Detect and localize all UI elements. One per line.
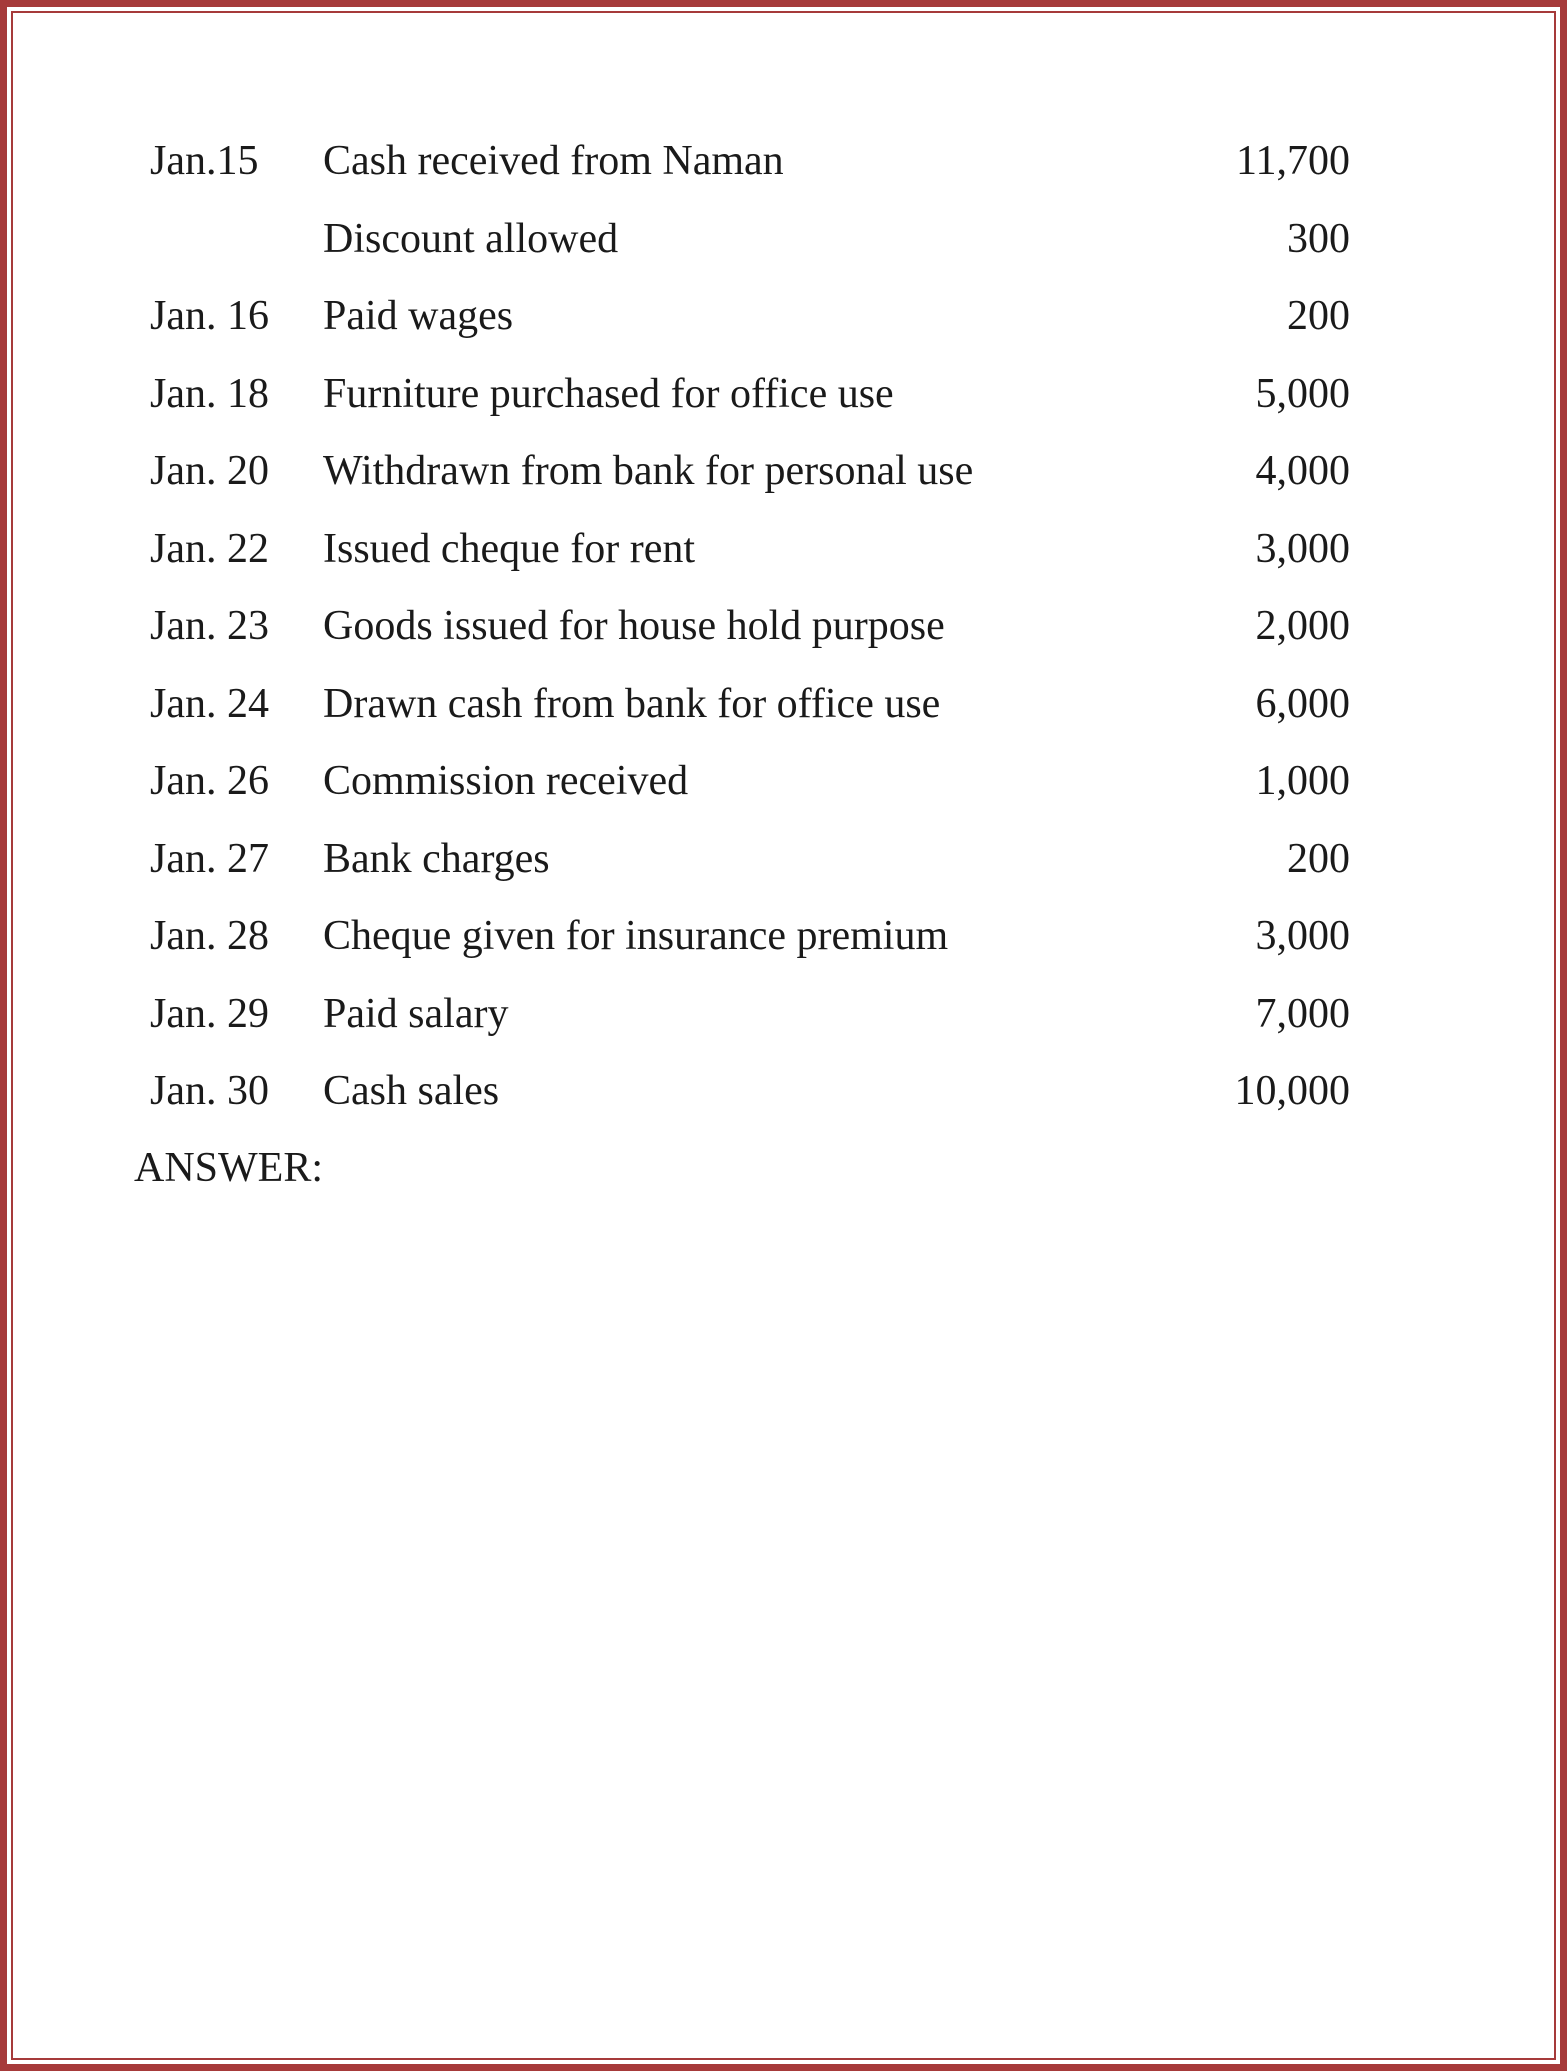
transaction-row (0, 438, 1567, 516)
transaction-description: Withdrawn from bank for personal use (323, 448, 974, 494)
transaction-amount: 3,000 (1255, 913, 1350, 959)
transaction-description: Furniture purchased for office use (323, 370, 894, 417)
transaction-amount: 5,000 (1255, 370, 1350, 417)
transaction-amount: 3,000 (1255, 525, 1350, 572)
transaction-row (0, 516, 1567, 594)
transaction-row (0, 361, 1567, 439)
transaction-description: Commission received (323, 758, 689, 804)
transaction-row (0, 748, 1567, 826)
transaction-row (0, 903, 1567, 981)
transaction-list (0, 128, 1567, 1136)
transaction-row (0, 593, 1567, 671)
transaction-date: Jan. 16 (150, 293, 269, 339)
transaction-date: Jan. 29 (150, 990, 269, 1037)
transaction-row (0, 826, 1567, 904)
transaction-description: Goods issued for house hold purpose (323, 603, 945, 649)
transaction-date: Jan. 20 (150, 448, 269, 494)
transaction-row (0, 128, 1567, 206)
transaction-date: Jan. 22 (150, 525, 269, 572)
transaction-description: Paid wages (323, 293, 514, 339)
transaction-description: Paid salary (323, 990, 509, 1037)
transaction-row (0, 283, 1567, 361)
transaction-description: Cash sales (323, 1068, 500, 1114)
transaction-date: Jan. 30 (150, 1068, 269, 1114)
transaction-amount: 2,000 (1255, 603, 1350, 649)
transaction-description: Cash received from Naman (323, 138, 784, 184)
answer-label: ANSWER: (134, 1145, 323, 1191)
transaction-amount: 11,700 (1236, 138, 1350, 184)
transaction-date: Jan. 24 (150, 680, 269, 727)
transaction-row (0, 671, 1567, 749)
transaction-description: Drawn cash from bank for office use (323, 680, 941, 727)
transaction-description: Cheque given for insurance premium (323, 913, 949, 959)
transaction-row (0, 1058, 1567, 1136)
transaction-amount: 1,000 (1255, 758, 1350, 804)
transaction-date: Jan. 28 (150, 913, 269, 959)
transaction-date: Jan. 26 (150, 758, 269, 804)
transaction-date: Jan.15 (150, 138, 259, 184)
transaction-description: Issued cheque for rent (323, 525, 696, 572)
transaction-date: Jan. 23 (150, 603, 269, 649)
transaction-description: Bank charges (323, 835, 550, 882)
transaction-amount: 200 (1287, 835, 1350, 882)
transaction-date: Jan. 18 (150, 370, 269, 417)
transaction-amount: 7,000 (1255, 990, 1350, 1037)
transaction-amount: 10,000 (1234, 1068, 1350, 1114)
transaction-amount: 200 (1287, 293, 1350, 339)
transaction-row (0, 981, 1567, 1059)
transaction-row (0, 206, 1567, 284)
transaction-amount: 4,000 (1255, 448, 1350, 494)
transaction-amount: 6,000 (1255, 680, 1350, 727)
transaction-amount: 300 (1287, 215, 1350, 262)
transaction-date: Jan. 27 (150, 835, 269, 882)
transaction-description: Discount allowed (323, 215, 619, 262)
